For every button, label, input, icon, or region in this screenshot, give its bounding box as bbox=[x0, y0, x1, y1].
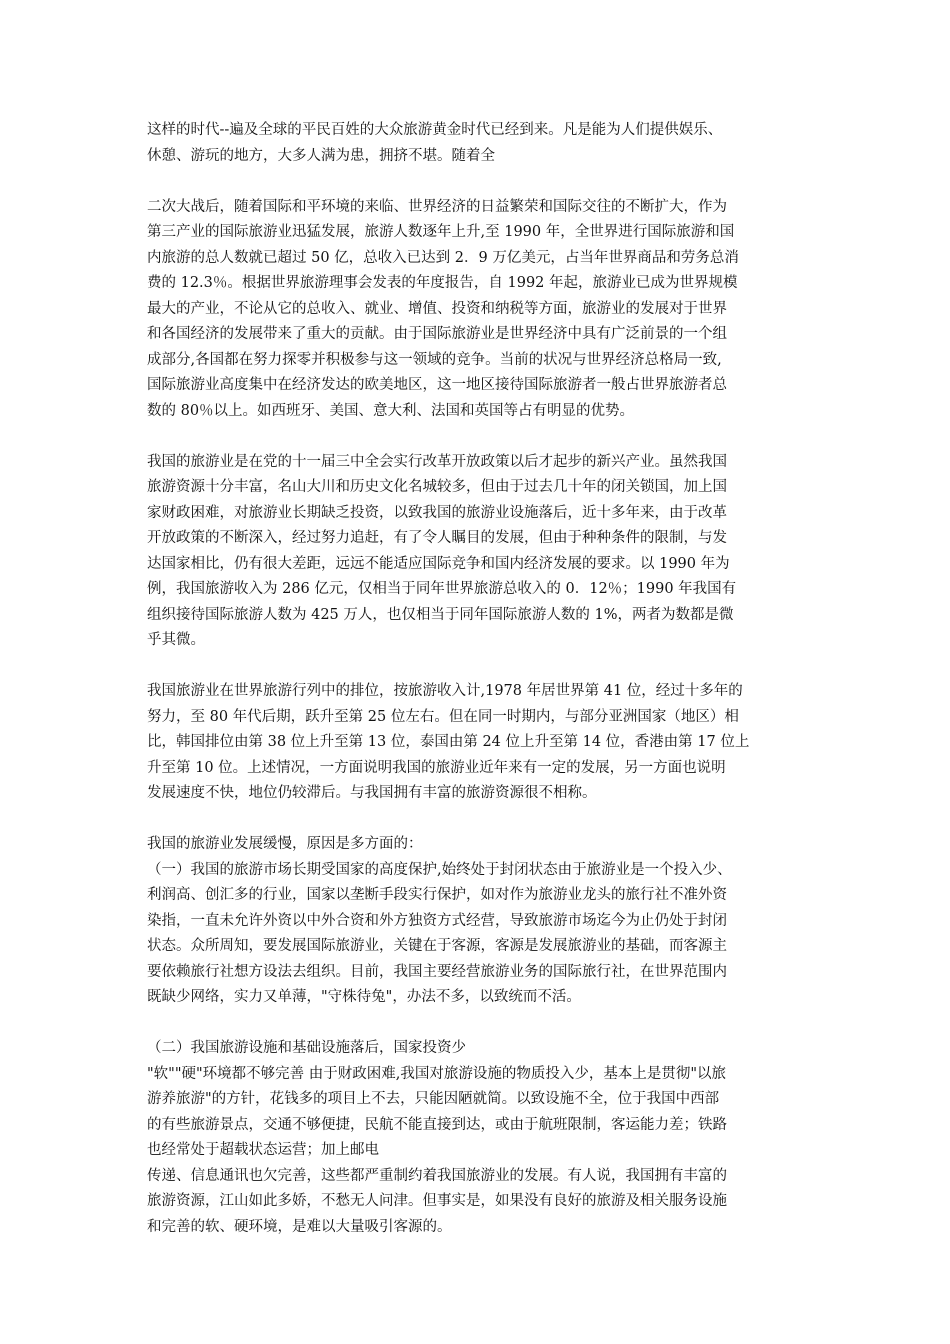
text-line: 第三产业的国际旅游业迅猛发展，旅游人数逐年上升,至 1990 年，全世界进行国际旅游和国 bbox=[147, 224, 735, 240]
text-line: 休憩、游玩的地方，大多人满为患，拥挤不堪。随着全 bbox=[147, 147, 495, 164]
text-line: 升至第 10 位。上述情况，一方面说明我国的旅游业近年来有一定的发展，另一方面也说明 bbox=[147, 759, 726, 776]
text-line: （二）我国旅游设施和基础设施落后，国家投资少 bbox=[147, 1040, 466, 1056]
text-line: 努力，至 80 年代后期，跃升至第 25 位左右。但在同一时期内，与部分亚洲国家（地区）相 bbox=[147, 708, 739, 725]
text-line: 开放政策的不断深入，经过努力追赶，有了令人瞩目的发展，但由于种种条件的限制，与发 bbox=[147, 530, 727, 546]
text-line: 二次大战后，随着国际和平环境的来临、世界经济的日益繁荣和国际交往的不断扩大，作为 bbox=[147, 198, 727, 215]
paragraph-ranking bbox=[147, 679, 811, 807]
text-line: 状态。众所周知，要发展国际旅游业，关键在于客源，客源是发展旅游业的基础，而客源主 bbox=[147, 938, 727, 954]
text-line: 组织接待国际旅游人数为 425 万人，也仅相当于同年国际旅游人数的 1%，两者为数都是微 bbox=[147, 606, 734, 623]
paragraph-reason-one bbox=[147, 858, 811, 1011]
paragraph-reasons-intro bbox=[147, 832, 811, 858]
text-line: 传递、信息通讯也欠完善，这些都严重制约着我国旅游业的发展。有人说，我国拥有丰富的 bbox=[147, 1167, 727, 1184]
text-line: 乎其微。 bbox=[147, 632, 205, 648]
text-line: （一）我国的旅游市场长期受国家的高度保护,始终处于封闭状态由于旅游业是一个投入少、 bbox=[147, 861, 732, 878]
text-line: "软""硬"环境都不够完善 由于财政困难,我国对旅游设施的物质投入少，基本上是贯彻"以旅 bbox=[147, 1065, 727, 1082]
text-line: 成部分,各国都在努力探零并积极参与这一领域的竞争。当前的状况与世界经济总格局一致, bbox=[147, 351, 722, 368]
text-line: 这样的时代--遍及全球的平民百姓的大众旅游黄金时代已经到来。凡是能为人们提供娱乐、 bbox=[147, 122, 723, 138]
text-line: 和各国经济的发展带来了重大的贡献。由于国际旅游业是世界经济中具有广泛前景的一个组 bbox=[147, 326, 727, 342]
text-line: 利润高、创汇多的行业，国家以垄断手段实行保护，如对作为旅游业龙头的旅行社不准外资 bbox=[147, 887, 727, 903]
text-line: 例，我国旅游收入为 286 亿元，仅相当于同年世界旅游总收入的 0．12％；1990 年我国有 bbox=[147, 581, 737, 597]
document-page bbox=[147, 118, 811, 1240]
text-line: 内旅游的总人数就已超过 50 亿，总收入已达到 2．9 万亿美元，占当年世界商品和劳务总消 bbox=[147, 249, 739, 266]
text-line: 费的 12.3％。根据世界旅游理事会发表的年度报告，自 1992 年起，旅游业已成为世界规模 bbox=[147, 275, 738, 291]
text-line: 比，韩国排位由第 38 位上升至第 13 位，泰国由第 24 位上升至第 14 位，香港由第 17 位上 bbox=[147, 734, 750, 750]
paragraph-intro bbox=[147, 118, 811, 169]
text-line: 也经常处于超载状态运营；加上邮电 bbox=[147, 1142, 379, 1158]
paragraph-reason-two bbox=[147, 1062, 811, 1164]
text-line: 我国旅游业在世界旅游行列中的排位，按旅游收入计,1978 年居世界第 41 位，经过十多年的 bbox=[147, 683, 743, 699]
text-line: 染指，一直未允许外资以中外合资和外方独资方式经营，导致旅游市场迄今为止仍处于封闭 bbox=[147, 912, 727, 929]
text-line: 我国的旅游业发展缓慢，原因是多方面的： bbox=[147, 836, 423, 852]
text-line: 达国家相比，仍有很大差距，远远不能适应国际竞争和国内经济发展的要求。以 1990 年为 bbox=[147, 555, 730, 572]
text-line: 国际旅游业高度集中在经济发达的欧美地区，这一地区接待国际旅游者一般占世界旅游者总 bbox=[147, 377, 727, 393]
text-line: 我国的旅游业是在党的十一届三中全会实行改革开放政策以后才起步的新兴产业。虽然我国 bbox=[147, 453, 727, 470]
text-line: 游养旅游"的方针，花钱多的项目上不去，只能因陋就简。以致设施不全，位于我国中西部 bbox=[147, 1091, 720, 1107]
paragraph-postwar-tourism bbox=[147, 195, 811, 425]
text-line: 数的 80％以上。如西班牙、美国、意大利、法国和英国等占有明显的优势。 bbox=[147, 402, 635, 419]
text-line: 发展速度不快，地位仍较滞后。与我国拥有丰富的旅游资源很不相称。 bbox=[147, 785, 597, 801]
text-line: 最大的产业，不论从它的总收入、就业、增值、投资和纳税等方面，旅游业的发展对于世界 bbox=[147, 300, 727, 317]
paragraph-reason-two-continued bbox=[147, 1164, 811, 1241]
text-line: 家财政困难，对旅游业长期缺乏投资，以致我国的旅游业设施落后，近十多年来，由于改革 bbox=[147, 504, 727, 521]
text-line: 旅游资源，江山如此多娇，不愁无人问津。但事实是，如果没有良好的旅游及相关服务设施 bbox=[147, 1193, 727, 1209]
text-line: 和完善的软、硬环境，是难以大量吸引客源的。 bbox=[147, 1218, 452, 1235]
text-line: 要依赖旅行社想方设法去组织。目前，我国主要经营旅游业务的国际旅行社，在世界范围内 bbox=[147, 963, 727, 980]
paragraph-reason-two-heading bbox=[147, 1036, 811, 1062]
text-line: 既缺少网络，实力又单薄，"守株待兔"，办法不多，以致统而不活。 bbox=[147, 989, 581, 1005]
paragraph-china-tourism bbox=[147, 450, 811, 654]
text-line: 的有些旅游景点，交通不够便捷，民航不能直接到达，或由于航班限制，客运能力差；铁路 bbox=[147, 1116, 727, 1133]
text-line: 旅游资源十分丰富，名山大川和历史文化名城较多，但由于过去几十年的闭关锁国，加上国 bbox=[147, 479, 727, 495]
